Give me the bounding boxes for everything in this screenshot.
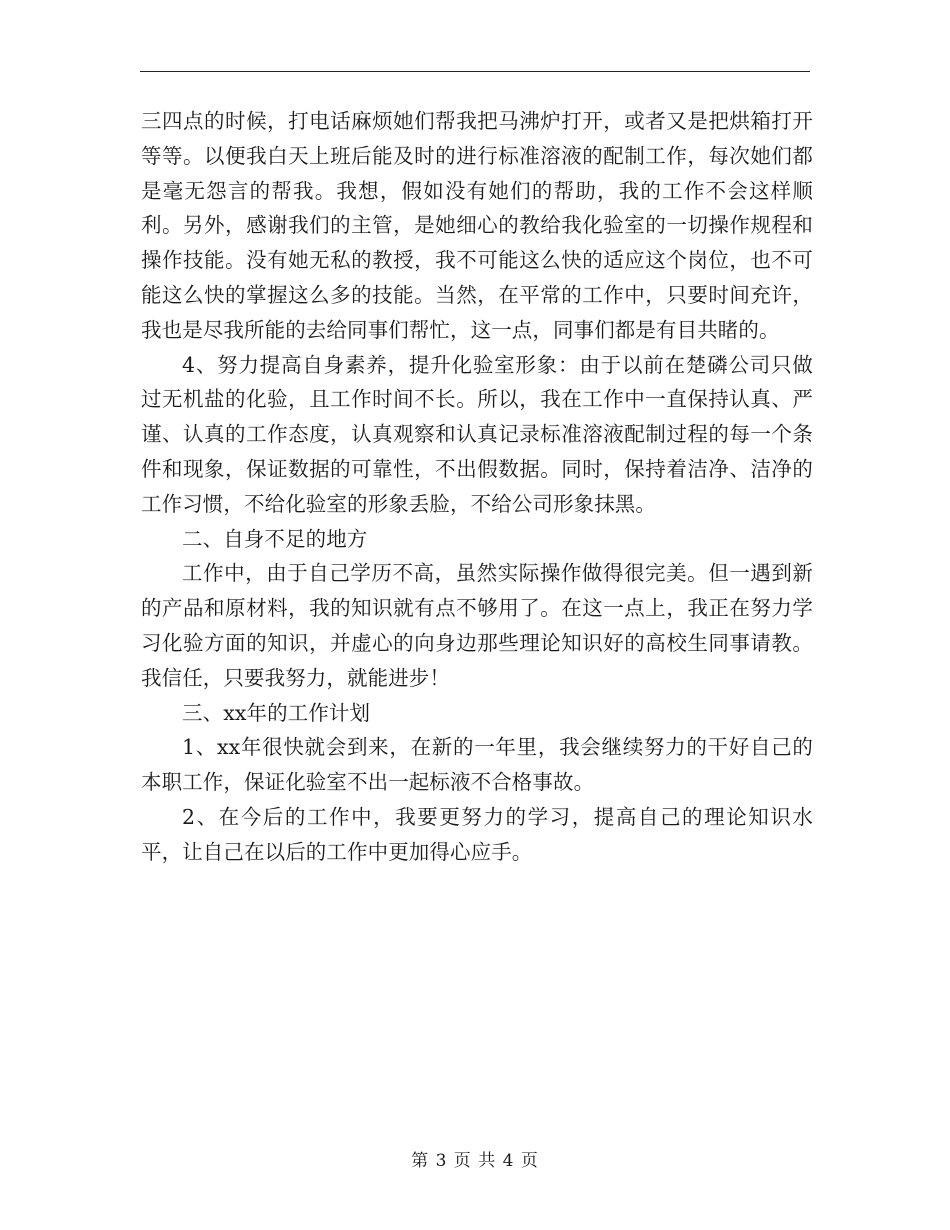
section-heading-work-plan: 三、xx年的工作计划: [182, 700, 371, 725]
section-heading-shortcomings: 二、自身不足的地方: [182, 526, 368, 551]
paragraph-continuation: 三四点的时候，打电话麻烦她们帮我把马沸炉打开，或者又是把烘箱打开等等。以便我白天上班后能及时的进行标准溶液的配制工作，每次她们都是毫无怨言的帮我。我想，假如没有她们的帮助，我的工作不会这样顺利。另外，感谢我们的主管，是她细心的教给我化验室的一切操作规程和操作技能。没有她无私的教授，我不可能这么快的适应这个岗位，也不可能这么快的掌握这么多的技能。当然，在平常的工作中，只要时间充许，我也是尽我所能的去给同事们帮忙，这一点，同事们都是有目共睹的。: [141, 109, 813, 342]
paragraph-shortcomings: 工作中，由于自己学历不高，虽然实际操作做得很完美。但一遇到新的产品和原材料，我的知识就有点不够用了。在这一点上，我正在努力学习化验方面的知识，并虚心的向身边那些理论知识好的高校生同事请教。我信任，只要我努力，就能进步！: [141, 561, 813, 690]
page-number: 第 3 页 共 4 页: [411, 1151, 539, 1171]
paragraph-plan-1: 1、xx年很快就会到来，在新的一年里，我会继续努力的干好自己的本职工作，保证化验室不出一起标液不合格事故。: [141, 735, 813, 795]
header-rule: [140, 71, 810, 72]
document-body: [141, 104, 813, 870]
paragraph-plan-2: 2、在今后的工作中，我要更努力的学习，提高自己的理论知识水平，让自己在以后的工作中更加得心应手。: [141, 804, 813, 864]
paragraph-item-4: 4、努力提高自身素养，提升化验室形象：由于以前在楚磷公司只做过无机盐的化验，且工作时间不长。所以，我在工作中一直保持认真、严谨、认真的工作态度，认真观察和认真记录标准溶液配制过程的每一个条件和现象，保证数据的可靠性，不出假数据。同时，保持着洁净、洁净的工作习惯，不给化验室的形象丢脸，不给公司形象抹黑。: [141, 352, 813, 516]
